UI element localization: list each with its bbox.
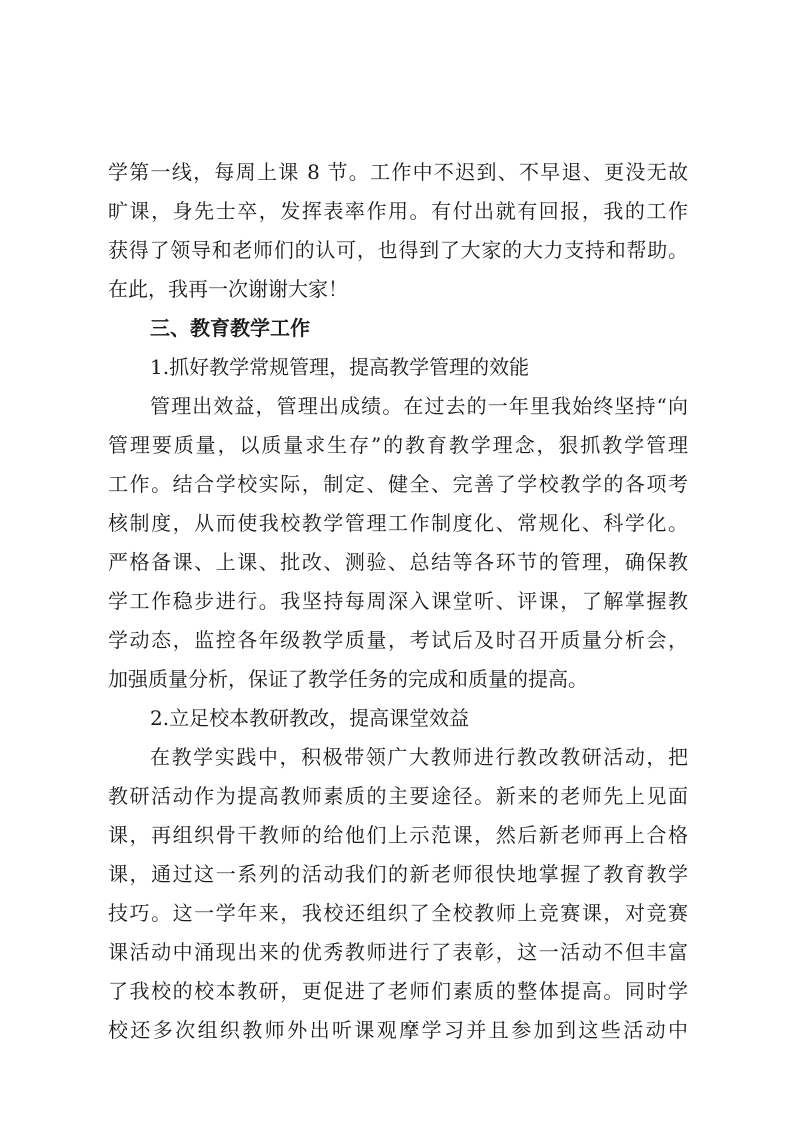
paragraph-line: 课，通过这一系列的活动我们的新老师很快地掌握了教育教学 [108, 862, 688, 886]
paragraph-line: 加强质量分析，保证了教学任务的完成和质量的提高。 [108, 667, 588, 691]
subsection-heading: 2.立足校本教研教改，提高课堂效益 [150, 706, 470, 730]
paragraph-line: 教研活动作为提高教师素质的主要途径。新来的老师先上见面 [108, 784, 688, 808]
paragraph-line: 校还多次组织教师外出听课观摩学习并且参加到这些活动中 [108, 1018, 688, 1042]
paragraph-line: 课活动中涌现出来的优秀教师进行了表彰，这一活动不但丰富 [108, 940, 688, 964]
section-heading: 三、教育教学工作 [150, 316, 310, 340]
paragraph-line: 获得了领导和老师们的认可，也得到了大家的大力支持和帮助。 [108, 238, 688, 262]
paragraph-line: 学第一线，每周上课 8 节。工作中不迟到、不早退、更没无故 [108, 160, 688, 184]
paragraph-line: 了我校的校本教研，更促进了老师们素质的整体提高。同时学 [108, 979, 688, 1003]
paragraph-line: 工作。结合学校实际，制定、健全、完善了学校教学的各项考 [108, 472, 688, 496]
paragraph-line: 学动态，监控各年级教学质量，考试后及时召开质量分析会， [108, 628, 688, 652]
paragraph-line: 管理出效益，管理出成绩。在过去的一年里我始终坚持“向 [150, 394, 688, 418]
paragraph-line: 技巧。这一学年来，我校还组织了全校教师上竞赛课，对竞赛 [108, 901, 688, 925]
paragraph-line: 学工作稳步进行。我坚持每周深入课堂听、评课，了解掌握教 [108, 589, 688, 613]
paragraph-line: 在此，我再一次谢谢大家！ [108, 277, 348, 301]
paragraph-line: 在教学实践中，积极带领广大教师进行教改教研活动，把 [150, 745, 688, 769]
subsection-heading: 1.抓好教学常规管理，提高教学管理的效能 [150, 355, 530, 379]
paragraph-line: 课，再组织骨干教师的给他们上示范课，然后新老师再上合格 [108, 823, 688, 847]
paragraph-line: 管理要质量，以质量求生存”的教育教学理念，狠抓教学管理 [108, 433, 688, 457]
paragraph-line: 旷课，身先士卒，发挥表率作用。有付出就有回报，我的工作 [108, 199, 688, 223]
paragraph-line: 严格备课、上课、批改、测验、总结等各环节的管理，确保教 [108, 550, 688, 574]
paragraph-line: 核制度，从而使我校教学管理工作制度化、常规化、科学化。 [108, 511, 688, 535]
